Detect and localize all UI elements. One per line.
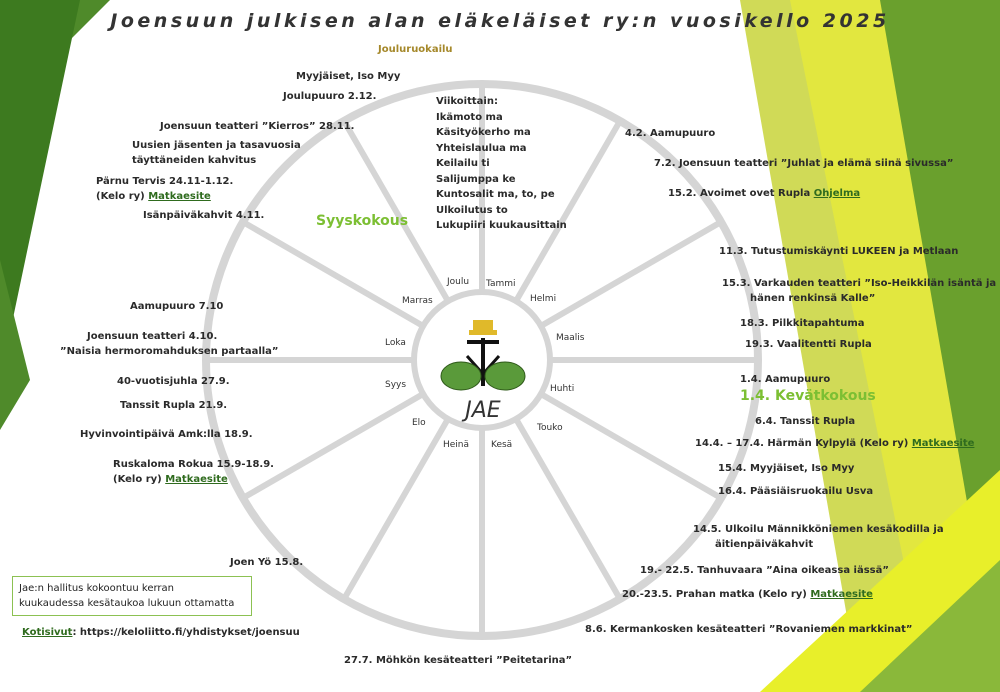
event: Joulupuuro 2.12.	[283, 91, 377, 102]
event: Pärnu Tervis 24.11-1.12.	[96, 176, 234, 187]
month-label: Maalis	[556, 333, 585, 343]
event: Hyvinvointipäivä Amk:lla 18.9.	[80, 429, 253, 440]
event: 11.3. Tutustumiskäynti LUKEEN ja Metlaan	[719, 246, 959, 257]
ohjelma-link[interactable]: Ohjelma	[813, 188, 861, 199]
event: ”Naisia hermoromahduksen partaalla”	[60, 346, 279, 357]
autumn-meeting: Syyskokous	[316, 213, 409, 229]
matkaesite-link[interactable]: Matkaesite	[911, 438, 975, 449]
top-label: Jouluruokailu	[378, 44, 453, 55]
month-label: Helmi	[530, 294, 557, 304]
event: 27.7. Möhkön kesäteatteri ”Peitetarina”	[344, 655, 573, 666]
month-label: Kesä	[491, 440, 513, 450]
month-label: Huhti	[550, 384, 575, 394]
board-meeting-note: Jae:n hallitus kokoontuu kerran kuukaudessa kesätaukoa lukuun ottamatta	[12, 576, 252, 616]
matkaesite-link[interactable]: Matkaesite	[810, 589, 873, 600]
event: Isänpäiväkahvit 4.11.	[143, 210, 265, 221]
event: Tanssit Rupla 21.9.	[120, 400, 228, 411]
month-label: Syys	[385, 380, 407, 390]
jae-logo	[437, 316, 529, 432]
event: Joensuun teatteri 4.10.	[87, 331, 218, 342]
event: 7.2. Joensuun teatteri ”Juhlat ja elämä siinä sivussa”	[654, 158, 954, 169]
logo-text: JAE	[465, 398, 501, 423]
wheel-spoke	[543, 223, 720, 325]
event: 4.2. Aamupuuro	[625, 128, 716, 139]
matkaesite-link[interactable]: Matkaesite	[165, 474, 228, 485]
event: 16.4. Pääsiäisruokailu Usva	[718, 486, 874, 497]
event: 8.6. Kermankosken kesäteatteri ”Rovaniemen markkinat”	[585, 624, 913, 635]
wheel-spoke	[245, 223, 422, 325]
homepage	[22, 625, 300, 640]
event: 15.4. Myyjäiset, Iso Myy	[718, 463, 855, 474]
event: täyttäneiden kahvitus	[132, 155, 257, 166]
homepage-url[interactable]: : https://keloliitto.fi/yhdistykset/joensuu	[72, 627, 300, 638]
event: hänen renkinsä Kalle”	[750, 293, 876, 304]
wheel-spoke	[543, 395, 720, 497]
matkaesite-link[interactable]: Matkaesite	[148, 191, 211, 202]
event: (Kelo ry) Matkaesite	[113, 474, 228, 485]
event: 6.4. Tanssit Rupla	[755, 416, 856, 427]
month-label: Marras	[402, 296, 433, 306]
event: äitienpäiväkahvit	[715, 539, 814, 550]
wheel-spoke	[345, 421, 447, 598]
event: 18.3. Pilkkitapahtuma	[740, 318, 865, 329]
wheel-spoke	[517, 421, 619, 598]
month-label: Elo	[412, 418, 426, 428]
event: 19.- 22.5. Tanhuvaara ”Aina oikeassa iässä”	[640, 565, 889, 576]
event: 15.3. Varkauden teatteri ”Iso-Heikkilän isäntä ja	[722, 278, 997, 289]
event: (Kelo ry) Matkaesite	[96, 191, 211, 202]
wheel-spoke	[345, 123, 447, 300]
event: Joen Yö 15.8.	[230, 557, 304, 568]
month-label: Touko	[537, 423, 563, 433]
spring-meeting: 1.4. Kevätkokous	[740, 388, 876, 404]
event: Joensuun teatteri ”Kierros” 28.11.	[160, 121, 355, 132]
event: 15.2. Avoimet ovet Rupla Ohjelma	[668, 188, 861, 199]
wheel-spoke	[245, 395, 422, 497]
event: Myyjäiset, Iso Myy	[296, 71, 401, 82]
month-label: Loka	[385, 338, 406, 348]
event: Aamupuuro 7.10	[130, 301, 224, 312]
page-title: Joensuun julkisen alan eläkeläiset ry:n vuosikello 2025	[110, 10, 890, 32]
event: 19.3. Vaalitentti Rupla	[745, 339, 872, 350]
event: Ruskaloma Rokua 15.9-18.9.	[113, 459, 274, 470]
event: 14.5. Ulkoilu Männikköniemen kesäkodilla ja	[693, 524, 944, 535]
month-label: Heinä	[443, 440, 470, 450]
event: Uusien jäsenten ja tasavuosia	[132, 140, 301, 151]
event: 14.4. – 17.4. Härmän Kylpylä (Kelo ry) Matkaesite	[695, 438, 975, 449]
weekly-activities: Viikoittain: Ikämoto ma Käsityökerho ma Yhteislaulua ma Keilailu ti Salijumppa ke Kuntosalit ma, to, pe Ulkoilutus to Lukupiiri kuukausittain	[436, 96, 567, 231]
homepage-label[interactable]: Kotisivut	[22, 627, 73, 638]
event: 20.-23.5. Prahan matka (Kelo ry) Matkaesite	[622, 589, 873, 600]
month-label: Joulu	[447, 277, 470, 287]
event: 40-vuotisjuhla 27.9.	[117, 376, 230, 387]
event: 1.4. Aamupuuro	[740, 374, 831, 385]
month-label: Tammi	[486, 279, 516, 289]
